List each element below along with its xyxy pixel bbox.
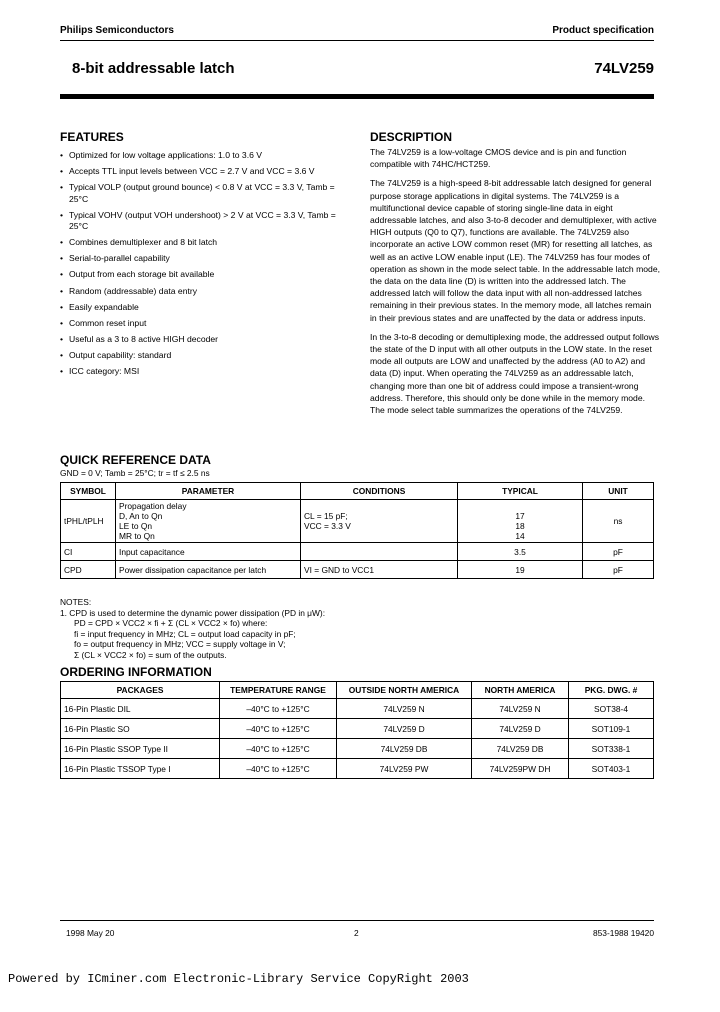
feature-item: • Random (addressable) data entry <box>60 286 350 297</box>
watermark-text: Powered by ICminer.com Electronic-Library Service CopyRight 2003 <box>8 972 469 986</box>
na-cell: 74LV259 DB <box>472 739 569 759</box>
table-row <box>61 500 654 543</box>
notes <box>60 597 620 660</box>
page-number: 2 <box>354 928 359 938</box>
outside-na-cell: 74LV259 DB <box>337 739 472 759</box>
description-heading: DESCRIPTION <box>370 130 453 144</box>
table-row <box>61 699 654 719</box>
document-type: Product specification <box>552 25 654 36</box>
footer-rule <box>60 920 654 921</box>
description-body <box>370 146 660 423</box>
temperature-cell: –40°C to +125°C <box>220 699 337 719</box>
na-cell: 74LV259 D <box>472 719 569 739</box>
quick-reference-conditions: GND = 0 V; Tamb = 25°C; tr = tf ≤ 2.5 ns <box>60 468 210 478</box>
feature-item: • Combines demultiplexer and 8 bit latch <box>60 237 350 248</box>
pkg-dwg-cell: SOT338-1 <box>569 739 654 759</box>
typical-cell: 19 <box>458 561 583 579</box>
feature-item: • Serial-to-parallel capability <box>60 253 350 264</box>
header-rule <box>60 40 654 41</box>
description-paragraph: In the 3-to-8 decoding or demultiplexing mode, the addressed output follows the state of the D input with all other outputs in the LOW state. In the reset mode all outputs are LOW and unaffected by the address (A0 to A2) and data (D) input. When operating the 74LV259 as an addressable latch, changing more than one bit of address could impose a transient-wrong address. Therefore, this should only be done while in the memory mode. The mode select table summarizes the operations of the 74LV259. <box>370 331 660 416</box>
conditions-line: VCC = 3.3 V <box>304 521 351 531</box>
typical-value: 18 <box>515 521 525 531</box>
column-header: NORTH AMERICA <box>472 682 569 699</box>
note-line: 1. CPD is used to determine the dynamic power dissipation (PD in μW): <box>60 607 326 618</box>
typical-value: 14 <box>515 531 525 541</box>
quick-reference-heading: QUICK REFERENCE DATA <box>60 453 211 467</box>
outside-na-cell: 74LV259 PW <box>337 759 472 779</box>
note-line: fo = output frequency in MHz; VCC = supply voltage in V; <box>74 639 286 649</box>
feature-item: • Output from each storage bit available <box>60 269 350 280</box>
conditions-line: CL = 15 pF; <box>304 511 348 521</box>
package-cell: 16-Pin Plastic SO <box>61 719 220 739</box>
parameter-line: MR to Qn <box>119 531 155 541</box>
description-paragraph: The 74LV259 is a low-voltage CMOS device and is pin and function compatible with 74HC/HCT259. <box>370 147 627 170</box>
feature-item: • Common reset input <box>60 318 350 329</box>
table-row <box>61 739 654 759</box>
outside-na-cell: 74LV259 N <box>337 699 472 719</box>
parameter-cell <box>116 500 301 543</box>
package-cell: 16-Pin Plastic SSOP Type II <box>61 739 220 759</box>
column-header: TEMPERATURE RANGE <box>220 682 337 699</box>
notes-heading: NOTES: <box>60 597 92 607</box>
feature-item: • Typical VOHV (output VOH undershoot) > 2 V at VCC = 3.3 V, Tamb = 25°C <box>60 210 350 232</box>
typical-cell <box>458 500 583 543</box>
parameter-cell: Power dissipation capacitance per latch <box>116 561 301 579</box>
ordering-heading: ORDERING INFORMATION <box>60 665 212 679</box>
column-header: UNIT <box>583 483 654 500</box>
temperature-cell: –40°C to +125°C <box>220 719 337 739</box>
conditions-cell: VI = GND to VCC1 <box>301 561 458 579</box>
conditions-cell <box>301 500 458 543</box>
column-header: SYMBOL <box>61 483 116 500</box>
typical-cell: 3.5 <box>458 543 583 561</box>
unit-cell: pF <box>583 561 654 579</box>
pkg-dwg-cell: SOT403-1 <box>569 759 654 779</box>
table-header-row <box>61 682 654 699</box>
temperature-cell: –40°C to +125°C <box>220 759 337 779</box>
column-header: TYPICAL <box>458 483 583 500</box>
feature-item: • Optimized for low voltage applications: 1.0 to 3.6 V <box>60 150 350 161</box>
feature-item: • ICC category: MSI <box>60 366 350 377</box>
unit-cell: ns <box>583 500 654 543</box>
column-header: OUTSIDE NORTH AMERICA <box>337 682 472 699</box>
symbol-cell: CPD <box>61 561 116 579</box>
column-header: PKG. DWG. # <box>569 682 654 699</box>
table-row <box>61 543 654 561</box>
note-line: PD = CPD × VCC2 × fi + Σ (CL × VCC2 × fo) where: <box>74 618 268 628</box>
column-header: CONDITIONS <box>301 483 458 500</box>
note-line: Σ (CL × VCC2 × fo) = sum of the outputs. <box>74 649 227 660</box>
parameter-line: D, An to Qn <box>119 511 163 521</box>
page-title: 8-bit addressable latch <box>72 60 235 77</box>
feature-item: • Useful as a 3 to 8 active HIGH decoder <box>60 334 350 345</box>
feature-item: • Typical VOLP (output ground bounce) < 0.8 V at VCC = 3.3 V, Tamb = 25°C <box>60 182 350 204</box>
footer-code: 853-1988 19420 <box>592 928 654 938</box>
company-name: Philips Semiconductors <box>60 25 174 36</box>
unit-cell: pF <box>583 543 654 561</box>
pkg-dwg-cell: SOT38-4 <box>569 699 654 719</box>
outside-na-cell: 74LV259 D <box>337 719 472 739</box>
parameter-line: Propagation delay <box>119 501 187 511</box>
column-header: PARAMETER <box>116 483 301 500</box>
symbol-cell: CI <box>61 543 116 561</box>
ordering-table <box>60 681 654 779</box>
footer-date: 1998 May 20 <box>66 928 115 938</box>
table-header-row <box>61 483 654 500</box>
typical-value: 17 <box>515 511 525 521</box>
part-number: 74LV259 <box>594 60 654 77</box>
pkg-dwg-cell: SOT109-1 <box>569 719 654 739</box>
table-row <box>61 759 654 779</box>
temperature-cell: –40°C to +125°C <box>220 739 337 759</box>
symbol-cell: tPHL/tPLH <box>61 500 116 543</box>
table-row <box>61 719 654 739</box>
title-rule <box>60 94 654 99</box>
features-heading: FEATURES <box>60 130 124 144</box>
table-row <box>61 561 654 579</box>
na-cell: 74LV259PW DH <box>472 759 569 779</box>
description-paragraph: The 74LV259 is a high-speed 8-bit addressable latch designed for general purpose storage applications in digital systems. The 74LV259 is a multifunctional device capable of storing single-line data in eight addressable latches, and also 3-to-8 decoder and demultiplexer, with active HIGH outputs (Q0 to Q7), functions are available. The 74LV259 also incorporate an active LOW common reset (MR) for resetting all latches, as well as an active LOW enable input (LE). The 74LV259 has four modes of operation as shown in the mode select table. In the addressable latch mode, the data on the data line (D) is written into the addressed latch. The addressed latch will follow the data input with all non-addressed latches remaining in their previous states. In the memory mode, all latches remain in their previous states and are unaffected by the data or address inputs. <box>370 178 660 323</box>
parameter-cell: Input capacitance <box>116 543 301 561</box>
na-cell: 74LV259 N <box>472 699 569 719</box>
parameter-line: LE to Qn <box>119 521 153 531</box>
package-cell: 16-Pin Plastic DIL <box>61 699 220 719</box>
feature-item: • Easily expandable <box>60 302 350 313</box>
feature-item: • Accepts TTL input levels between VCC = 2.7 V and VCC = 3.6 V <box>60 166 350 177</box>
column-header: PACKAGES <box>61 682 220 699</box>
conditions-cell <box>301 543 458 561</box>
quick-reference-table <box>60 482 654 579</box>
feature-item: • Output capability: standard <box>60 350 350 361</box>
note-line: fi = input frequency in MHz; CL = output load capacity in pF; <box>74 628 296 639</box>
package-cell: 16-Pin Plastic TSSOP Type I <box>61 759 220 779</box>
features-list <box>60 150 350 383</box>
